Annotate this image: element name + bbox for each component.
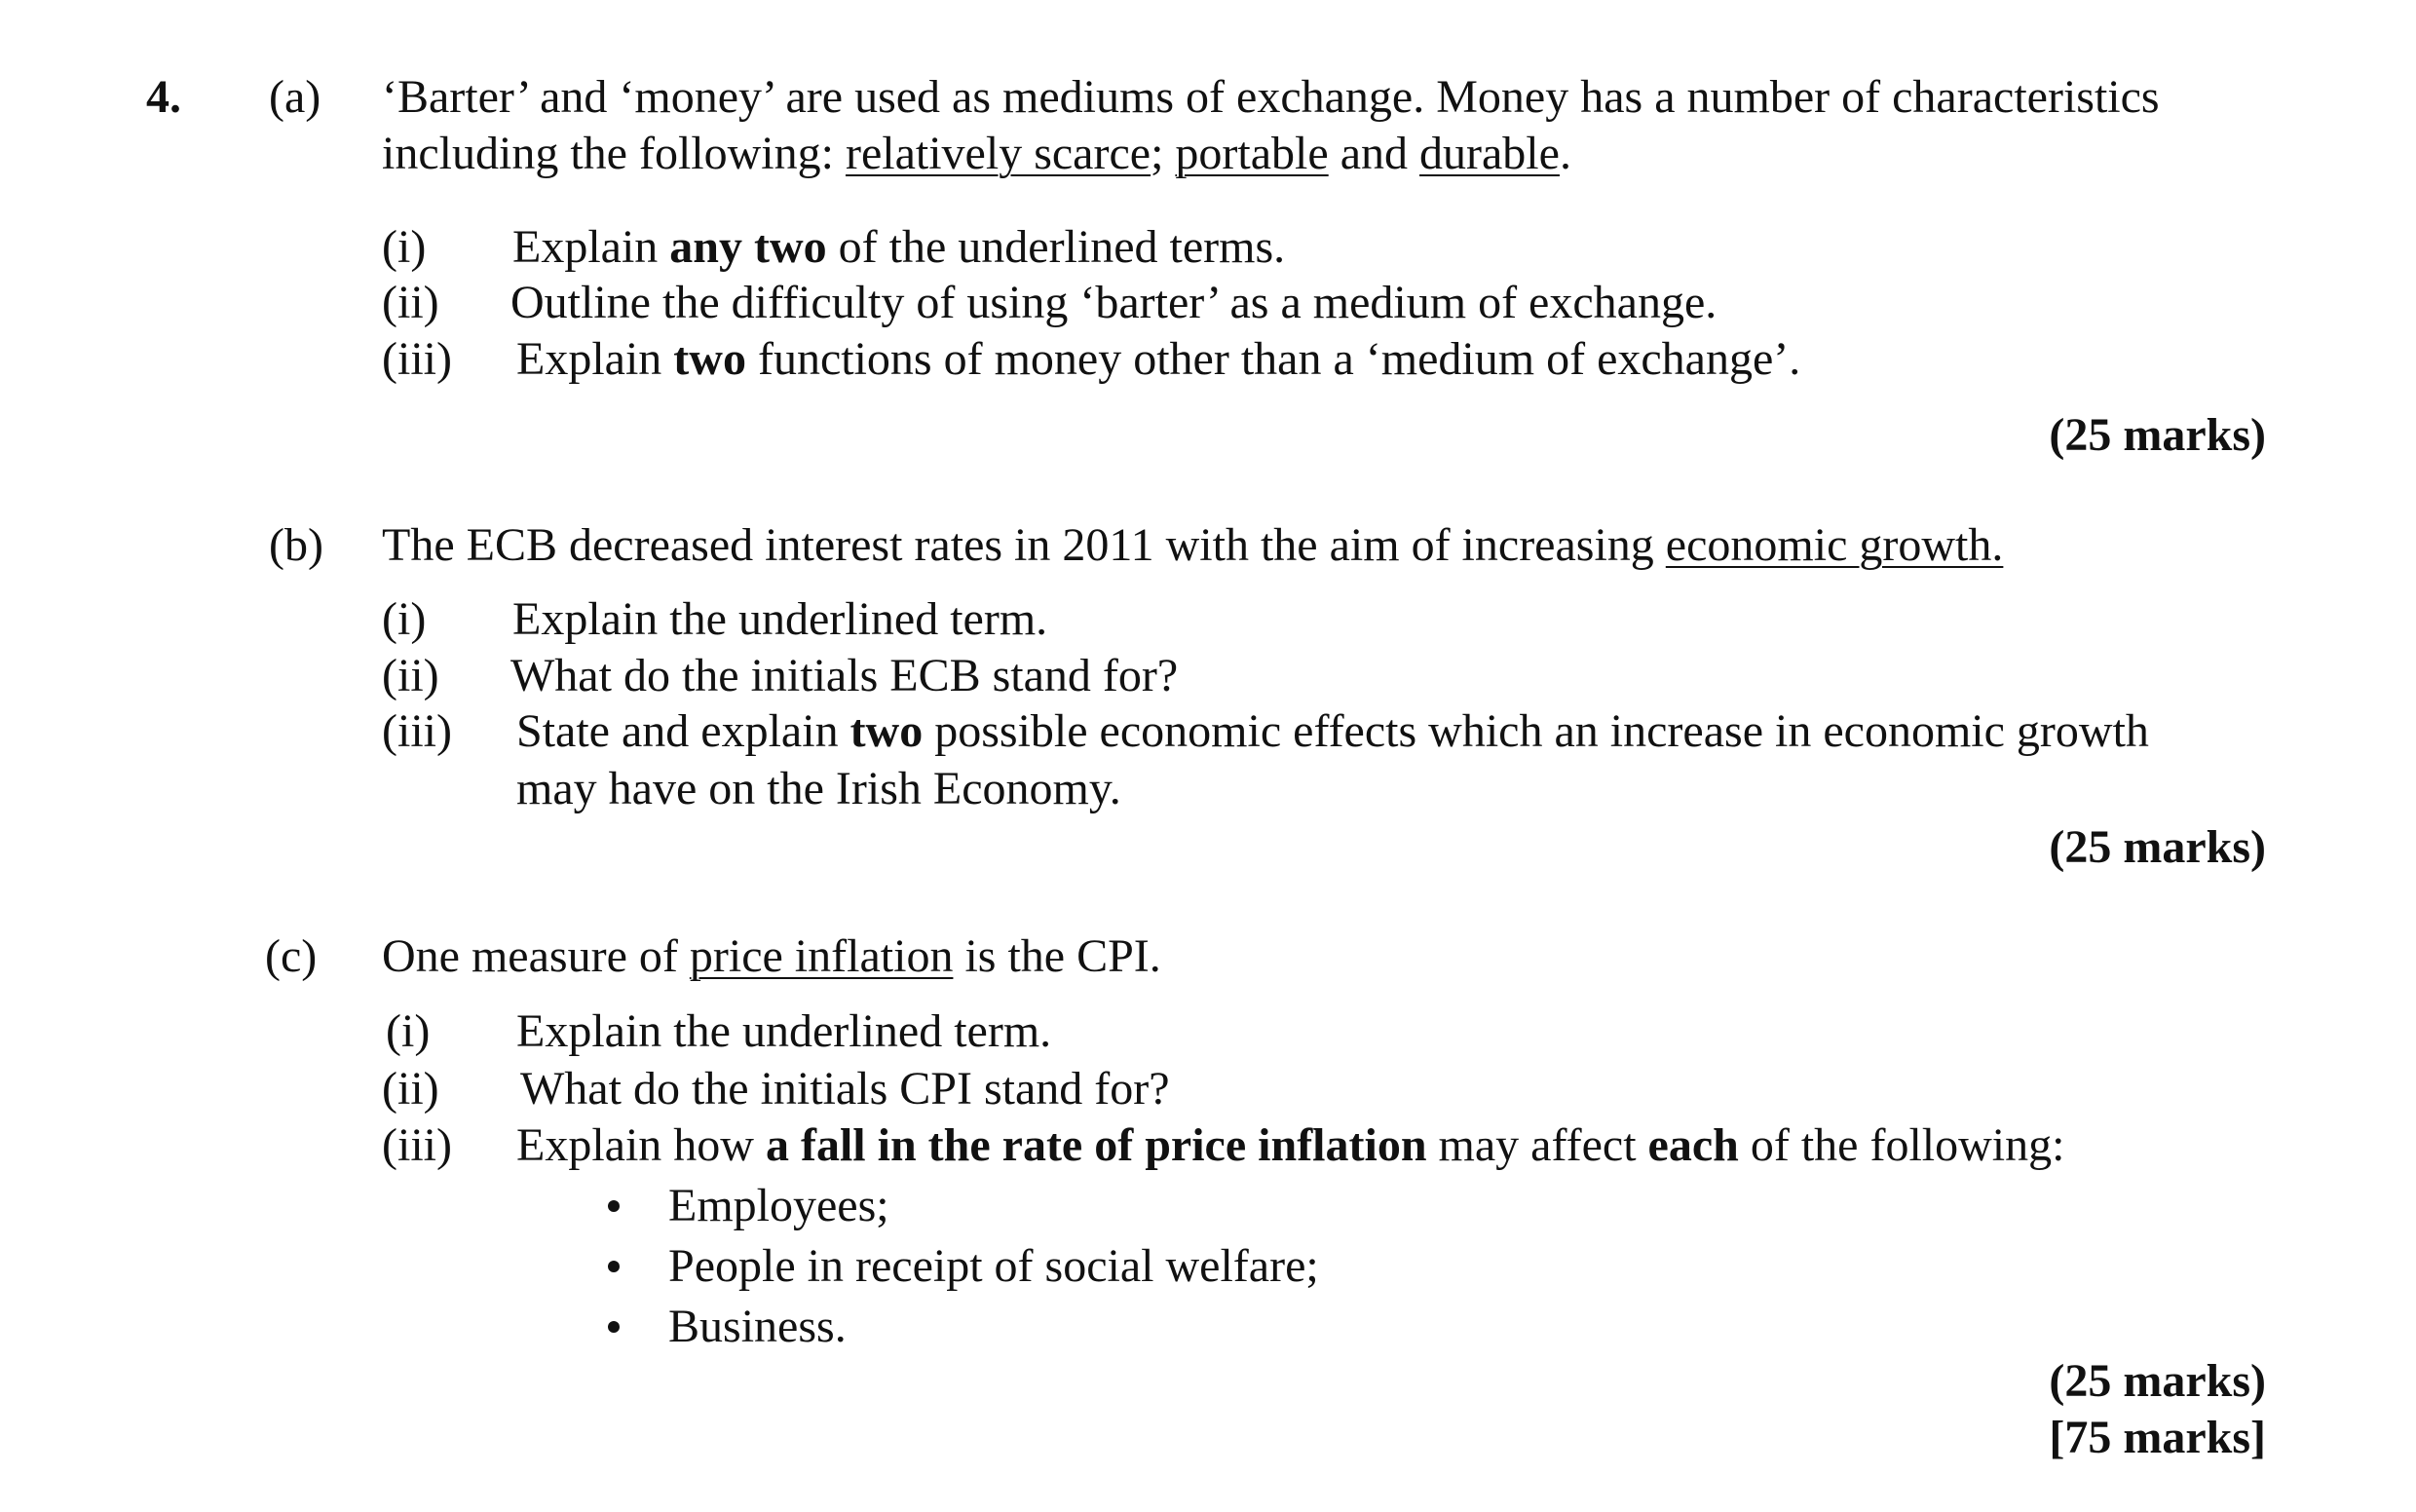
- bullet-icon: [608, 1321, 620, 1333]
- part-b-intro: The ECB decreased interest rates in 2011 with the aim of increasing economic growth.: [382, 519, 2004, 571]
- question-number: 4.: [146, 71, 181, 123]
- part-a-item-label: (ii): [382, 277, 439, 328]
- part-a-item-ii: Outline the difficulty of using ‘barter’ as a medium of exchange.: [510, 277, 1718, 328]
- part-b-item-iii-line-2: may have on the Irish Economy.: [516, 763, 1121, 814]
- part-c-item-label: (ii): [382, 1063, 439, 1115]
- part-c-item-i: Explain the underlined term.: [516, 1005, 1052, 1057]
- part-c-item-ii: What do the initials CPI stand for?: [520, 1063, 1170, 1115]
- bullet-item: Employees;: [668, 1180, 889, 1231]
- term-price-inflation: price inflation: [689, 930, 954, 982]
- part-c-item-label: (i): [386, 1005, 431, 1057]
- bullet-icon: [608, 1200, 620, 1212]
- part-b-marks: (25 marks): [2049, 821, 2266, 873]
- part-b-item-label: (ii): [382, 650, 439, 701]
- part-a-intro-line-2: including the following: relatively scarce; portable and durable.: [382, 128, 1571, 179]
- part-c-label: (c): [265, 930, 318, 982]
- part-b-item-i: Explain the underlined term.: [512, 593, 1048, 645]
- term-durable: durable: [1419, 128, 1560, 179]
- question-total-marks: [75 marks]: [2049, 1412, 2266, 1463]
- part-c-item-label: (iii): [382, 1119, 452, 1171]
- term-relatively-scarce: relatively scarce: [845, 128, 1151, 179]
- bullet-item: Business.: [668, 1301, 847, 1352]
- part-a-label: (a): [269, 71, 321, 123]
- term-economic-growth: economic growth.: [1665, 519, 2004, 571]
- part-b-label: (b): [269, 519, 323, 571]
- term-portable: portable: [1175, 128, 1329, 179]
- part-a-item-iii: Explain two functions of money other than a ‘medium of exchange’.: [516, 333, 1801, 385]
- part-b-item-iii: State and explain two possible economic effects which an increase in economic growth: [516, 705, 2149, 757]
- part-a-intro-line-1: ‘Barter’ and ‘money’ are used as mediums of exchange. Money has a number of characteristics: [382, 71, 2160, 123]
- part-a-item-label: (iii): [382, 333, 452, 385]
- bullet-item: People in receipt of social welfare;: [668, 1240, 1319, 1292]
- part-b-item-label: (i): [382, 593, 427, 645]
- bullet-icon: [608, 1261, 620, 1272]
- part-a-marks: (25 marks): [2049, 409, 2266, 461]
- part-c-item-iii: Explain how a fall in the rate of price inflation may affect each of the following:: [516, 1119, 2065, 1171]
- part-a-item-i: Explain any two of the underlined terms.: [512, 221, 1286, 273]
- part-c-marks: (25 marks): [2049, 1355, 2266, 1407]
- part-b-item-label: (iii): [382, 705, 452, 757]
- part-c-intro: One measure of price inflation is the CPI.: [382, 930, 1161, 982]
- part-b-item-ii: What do the initials ECB stand for?: [510, 650, 1179, 701]
- part-a-item-label: (i): [382, 221, 427, 273]
